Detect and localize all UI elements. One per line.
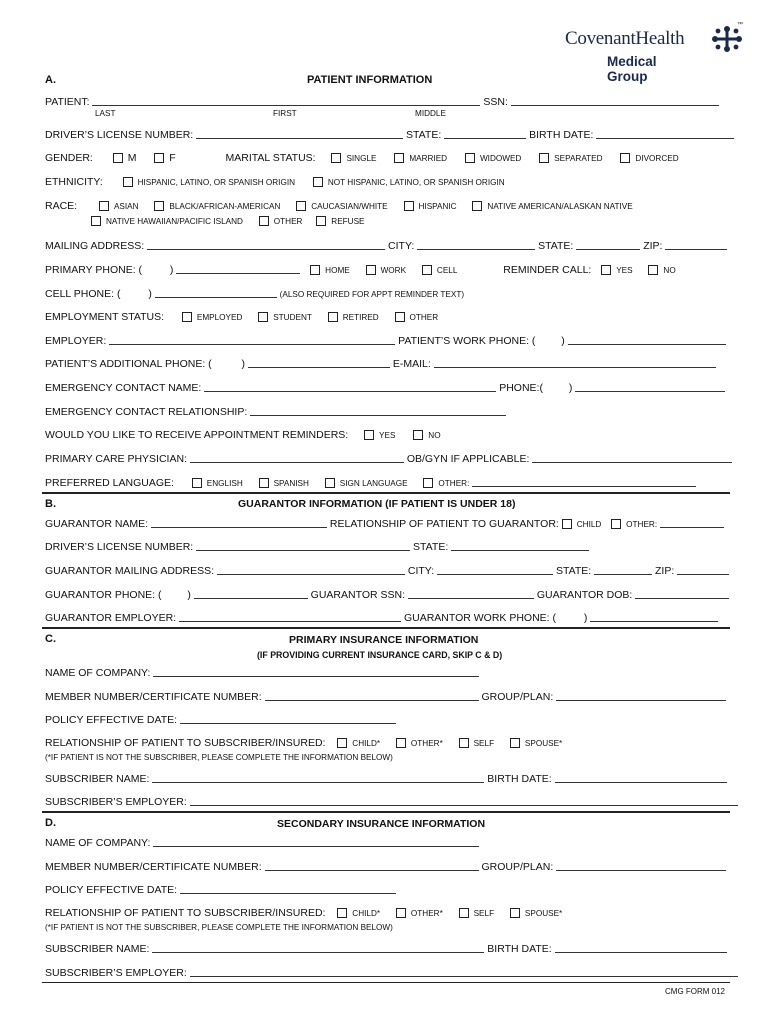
c-self-checkbox[interactable] <box>459 738 469 748</box>
guarantor-employer-field[interactable] <box>179 611 401 622</box>
d-subscriber-row <box>45 942 727 955</box>
employer-label: EMPLOYER: <box>45 335 107 347</box>
section-c-subtitle: (IF PROVIDING CURRENT INSURANCE CARD, SKIP C & D) <box>257 650 503 660</box>
zip-label: ZIP: <box>643 240 663 252</box>
mailing-state-label: STATE: <box>538 240 574 252</box>
d-note: (*IF PATIENT IS NOT THE SUBSCRIBER, PLEASE COMPLETE THE INFORMATION BELOW) <box>45 923 393 932</box>
native-hawaiian-label: NATIVE HAWAIIAN/PACIFIC ISLAND <box>106 217 243 226</box>
asian-label: ASIAN <box>113 202 139 211</box>
gender-m-checkbox[interactable] <box>113 153 123 163</box>
c-child-checkbox[interactable] <box>337 738 347 748</box>
d-birth-label: BIRTH DATE: <box>487 943 552 955</box>
c-sub-employer-row <box>45 795 738 808</box>
language-row <box>45 476 696 490</box>
d-sub-name-label: SUBSCRIBER NAME: <box>45 943 150 955</box>
mailing-field[interactable] <box>147 239 385 250</box>
ethnicity-row <box>45 176 505 189</box>
appt-reminder-yes-label: YES <box>379 431 396 440</box>
d-other-label: OTHER* <box>410 909 443 918</box>
d-company-field[interactable] <box>153 836 479 847</box>
widowed-checkbox[interactable] <box>465 153 475 163</box>
guarantor-city-field[interactable] <box>437 564 553 575</box>
appt-reminder-yes-checkbox[interactable] <box>364 430 374 440</box>
c-group-label: GROUP/PLAN: <box>481 691 554 703</box>
english-checkbox[interactable] <box>192 478 202 488</box>
primary-phone-field[interactable] <box>176 263 300 274</box>
divider-b <box>42 492 730 494</box>
c-member-label: MEMBER NUMBER/CERTIFICATE NUMBER: <box>45 691 262 703</box>
guarantor-mail-state-field[interactable] <box>594 564 652 575</box>
section-b-title: GUARANTOR INFORMATION (IF PATIENT IS UNDER 18) <box>238 498 516 510</box>
native-american-label: NATIVE AMERICAN/ALASKAN NATIVE <box>487 202 633 211</box>
d-sub-employer-row <box>45 966 738 979</box>
employed-checkbox[interactable] <box>182 312 192 322</box>
pcp-label: PRIMARY CARE PHYSICIAN: <box>45 453 187 465</box>
race-row-2 <box>91 215 365 228</box>
race-row <box>45 200 633 213</box>
guarantor-dl-row <box>45 540 589 553</box>
c-member-field[interactable] <box>265 690 479 701</box>
d-rel-row <box>45 907 562 920</box>
refuse-checkbox[interactable] <box>316 216 326 226</box>
primary-phone-label: PRIMARY PHONE: ( <box>45 264 143 276</box>
additional-phone-label: PATIENT’S ADDITIONAL PHONE: ( <box>45 358 212 370</box>
d-other-checkbox[interactable] <box>396 908 406 918</box>
guarantor-dl-field[interactable] <box>196 540 410 551</box>
d-member-row <box>45 860 726 873</box>
c-subscriber-row <box>45 772 727 785</box>
emergency-phone-field[interactable] <box>575 381 725 392</box>
additional-phone-row <box>45 357 716 370</box>
guarantor-name-label: GUARANTOR NAME: <box>45 518 149 530</box>
employment-row <box>45 311 438 324</box>
guarantor-phone-field[interactable] <box>194 588 308 599</box>
c-group-field[interactable] <box>556 690 726 701</box>
c-company-row <box>45 666 479 679</box>
d-effective-label: POLICY EFFECTIVE DATE: <box>45 884 178 896</box>
divider-c <box>42 627 730 629</box>
divorced-checkbox[interactable] <box>620 153 630 163</box>
d-effective-row <box>45 883 396 896</box>
c-spouse-label: SPOUSE* <box>524 739 563 748</box>
reminders-question: WOULD YOU LIKE TO RECEIVE APPOINTMENT REMINDERS: <box>45 429 349 441</box>
guarantor-phone-label: GUARANTOR PHONE: ( <box>45 589 162 601</box>
not-hispanic-checkbox[interactable] <box>313 177 323 187</box>
hispanic-checkbox[interactable] <box>404 201 414 211</box>
physician-row <box>45 452 732 465</box>
also-required-note: (ALSO REQUIRED FOR APPT REMINDER TEXT) <box>279 290 465 299</box>
guarantor-employer-row <box>45 611 718 624</box>
native-hawaiian-checkbox[interactable] <box>91 216 101 226</box>
patient-name-row <box>45 95 719 108</box>
appt-reminder-no-checkbox[interactable] <box>413 430 423 440</box>
d-spouse-label: SPOUSE* <box>524 909 563 918</box>
marital-label: MARITAL STATUS: <box>225 152 316 164</box>
d-member-label: MEMBER NUMBER/CERTIFICATE NUMBER: <box>45 861 262 873</box>
employment-other-label: OTHER <box>409 313 439 322</box>
c-birth-label: BIRTH DATE: <box>487 773 552 785</box>
section-d-title: SECONDARY INSURANCE INFORMATION <box>277 818 486 830</box>
reminders-row <box>45 429 441 442</box>
d-sub-employer-label: SUBSCRIBER’S EMPLOYER: <box>45 967 187 979</box>
sign-language-checkbox[interactable] <box>325 478 335 488</box>
last-label: LAST <box>95 109 116 118</box>
d-self-label: SELF <box>473 909 495 918</box>
city-label: CITY: <box>388 240 415 252</box>
c-note: (*IF PATIENT IS NOT THE SUBSCRIBER, PLEASE COMPLETE THE INFORMATION BELOW) <box>45 753 393 762</box>
reminder-no-checkbox[interactable] <box>648 265 658 275</box>
race-other-checkbox[interactable] <box>259 216 269 226</box>
city-field[interactable] <box>417 239 535 250</box>
black-checkbox[interactable] <box>154 201 164 211</box>
hispanic-label: HISPANIC <box>418 202 457 211</box>
native-american-checkbox[interactable] <box>472 201 482 211</box>
work-label: WORK <box>380 266 407 275</box>
c-company-field[interactable] <box>153 666 479 677</box>
divider-d <box>42 811 730 813</box>
logo-star-icon <box>710 24 744 54</box>
c-rel-row <box>45 737 562 750</box>
caucasian-label: CAUCASIAN/WHITE <box>311 202 388 211</box>
guarantor-other-field[interactable] <box>660 517 724 528</box>
middle-label: MIDDLE <box>415 109 446 118</box>
footer-form-number: CMG FORM 012 <box>665 987 726 996</box>
additional-phone-paren: ) <box>241 358 246 370</box>
logo-trademark: ™ <box>737 22 743 28</box>
guarantor-ssn-label: GUARANTOR SSN: <box>310 589 405 601</box>
guarantor-dob-label: GUARANTOR DOB: <box>536 589 633 601</box>
language-label: PREFERRED LANGUAGE: <box>45 477 174 489</box>
d-company-label: NAME OF COMPANY: <box>45 837 151 849</box>
guarantor-work-phone-label: GUARANTOR WORK PHONE: ( <box>403 612 557 624</box>
dl-label: DRIVER’S LICENSE NUMBER: <box>45 129 194 141</box>
c-sub-employer-field[interactable] <box>190 795 738 806</box>
guarantor-child-checkbox[interactable] <box>562 519 572 529</box>
additional-phone-field[interactable] <box>248 357 390 368</box>
email-field[interactable] <box>434 357 716 368</box>
gender-f-checkbox[interactable] <box>154 153 164 163</box>
emergency-phone-paren: ) <box>568 382 573 394</box>
guarantor-city-label: CITY: <box>407 565 435 577</box>
c-rel-label: RELATIONSHIP OF PATIENT TO SUBSCRIBER/INSURED: <box>45 737 326 749</box>
gender-label: GENDER: <box>45 152 93 164</box>
mailing-state-field[interactable] <box>576 239 640 250</box>
primary-phone-paren: ) <box>169 264 174 276</box>
married-checkbox[interactable] <box>394 153 404 163</box>
section-d-letter: D. <box>45 817 56 829</box>
d-child-checkbox[interactable] <box>337 908 347 918</box>
guarantor-zip-label: ZIP: <box>655 565 675 577</box>
spanish-label: SPANISH <box>273 479 309 488</box>
work-phone-label: PATIENT’S WORK PHONE: ( <box>398 335 536 347</box>
employed-label: EMPLOYED <box>196 313 243 322</box>
obgyn-field[interactable] <box>532 452 732 463</box>
gender-row <box>45 152 679 165</box>
guarantor-ssn-field[interactable] <box>408 588 534 599</box>
emergency-phone-label: PHONE:( <box>499 382 543 394</box>
section-b-letter: B. <box>45 498 56 510</box>
c-company-label: NAME OF COMPANY: <box>45 667 151 679</box>
mailing-label: MAILING ADDRESS: <box>45 240 145 252</box>
appt-reminder-no-label: NO <box>428 431 441 440</box>
employer-row <box>45 334 726 347</box>
emergency-rel-label: EMERGENCY CONTACT RELATIONSHIP: <box>45 406 248 418</box>
c-self-label: SELF <box>473 739 495 748</box>
guarantor-state-label: STATE: <box>413 541 449 553</box>
guarantor-mail-state-label: STATE: <box>555 565 592 577</box>
d-self-checkbox[interactable] <box>459 908 469 918</box>
cell-phone-row <box>45 287 464 301</box>
section-a-title: PATIENT INFORMATION <box>307 74 433 86</box>
d-member-field[interactable] <box>265 860 479 871</box>
state-label: STATE: <box>406 129 442 141</box>
logo-name: CovenantHealth <box>565 28 685 49</box>
section-a-letter: A. <box>45 74 56 86</box>
birth-date-label: BIRTH DATE: <box>529 129 594 141</box>
section-c-letter: C. <box>45 633 56 645</box>
ssn-label: SSN: <box>483 96 508 108</box>
first-label: FIRST <box>273 109 297 118</box>
language-other-checkbox[interactable] <box>423 478 433 488</box>
hispanic-origin-label: HISPANIC, LATINO, OR SPANISH ORIGIN <box>137 178 296 187</box>
caucasian-checkbox[interactable] <box>296 201 306 211</box>
drivers-license-row <box>45 128 734 141</box>
section-c-title: PRIMARY INSURANCE INFORMATION <box>289 634 479 646</box>
zip-field[interactable] <box>665 239 727 250</box>
separated-label: SEPARATED <box>554 154 603 163</box>
gender-f-label: F <box>169 152 176 164</box>
d-group-label: GROUP/PLAN: <box>481 861 554 873</box>
obgyn-label: OB/GYN IF APPLICABLE: <box>406 453 530 465</box>
retired-label: RETIRED <box>342 313 379 322</box>
single-label: SINGLE <box>346 154 377 163</box>
guarantor-name-row <box>45 517 724 531</box>
cell-checkbox[interactable] <box>422 265 432 275</box>
divider-footer <box>42 982 730 983</box>
student-checkbox[interactable] <box>258 312 268 322</box>
not-hispanic-label: NOT HISPANIC, LATINO, OR SPANISH ORIGIN <box>327 178 505 187</box>
emergency-rel-row <box>45 405 506 418</box>
d-spouse-checkbox[interactable] <box>510 908 520 918</box>
guarantor-zip-field[interactable] <box>677 564 729 575</box>
separated-checkbox[interactable] <box>539 153 549 163</box>
language-other-field[interactable] <box>472 476 696 487</box>
guarantor-work-phone-field[interactable] <box>590 611 718 622</box>
guarantor-name-field[interactable] <box>151 517 327 528</box>
black-label: BLACK/AFRICAN-AMERICAN <box>169 202 281 211</box>
c-birth-field[interactable] <box>555 772 727 783</box>
single-checkbox[interactable] <box>331 153 341 163</box>
guarantor-phone-paren: ) <box>187 589 191 601</box>
c-other-checkbox[interactable] <box>396 738 406 748</box>
emergency-name-field[interactable] <box>204 381 496 392</box>
home-label: HOME <box>325 266 350 275</box>
home-checkbox[interactable] <box>310 265 320 275</box>
guarantor-mailing-field[interactable] <box>217 564 405 575</box>
birth-date-field[interactable] <box>596 128 734 139</box>
race-other-label: OTHER <box>273 217 303 226</box>
cell-phone-label: CELL PHONE: ( <box>45 288 121 300</box>
cell-label: CELL <box>436 266 458 275</box>
d-rel-label: RELATIONSHIP OF PATIENT TO SUBSCRIBER/INSURED: <box>45 907 326 919</box>
emergency-rel-field[interactable] <box>250 405 506 416</box>
english-label: ENGLISH <box>206 479 243 488</box>
c-sub-employer-label: SUBSCRIBER’S EMPLOYER: <box>45 796 187 808</box>
c-spouse-checkbox[interactable] <box>510 738 520 748</box>
emergency-name-label: EMERGENCY CONTACT NAME: <box>45 382 202 394</box>
d-birth-field[interactable] <box>555 942 727 953</box>
married-label: MARRIED <box>409 154 448 163</box>
reminder-call-label: REMINDER CALL: <box>503 264 592 276</box>
guarantor-dl-label: DRIVER’S LICENSE NUMBER: <box>45 541 194 553</box>
cell-phone-field[interactable] <box>155 287 277 298</box>
widowed-label: WIDOWED <box>479 154 522 163</box>
race-label: RACE: <box>45 200 78 212</box>
c-other-label: OTHER* <box>410 739 443 748</box>
cell-phone-paren: ) <box>148 288 152 300</box>
gender-m-label: M <box>127 152 137 164</box>
reminder-no-label: NO <box>663 266 676 275</box>
c-child-label: CHILD* <box>352 739 381 748</box>
guarantor-phone-row <box>45 588 729 601</box>
language-other-label: OTHER: <box>438 479 470 488</box>
ethnicity-label: ETHNICITY: <box>45 176 103 188</box>
d-sub-employer-field[interactable] <box>190 966 738 977</box>
guarantor-rel-label: RELATIONSHIP OF PATIENT TO GUARANTOR: <box>329 518 559 530</box>
c-effective-label: POLICY EFFECTIVE DATE: <box>45 714 178 726</box>
mailing-address-row <box>45 239 727 252</box>
student-label: STUDENT <box>273 313 312 322</box>
sign-language-label: SIGN LANGUAGE <box>339 479 408 488</box>
ssn-field[interactable] <box>511 95 719 106</box>
spanish-checkbox[interactable] <box>259 478 269 488</box>
dl-field[interactable] <box>196 128 403 139</box>
c-member-row <box>45 690 726 703</box>
guarantor-dob-field[interactable] <box>635 588 729 599</box>
primary-phone-row <box>45 263 676 277</box>
patient-label: PATIENT: <box>45 96 90 108</box>
logo-subtitle: Medical Group <box>607 54 657 84</box>
guarantor-other-label: OTHER: <box>626 520 658 529</box>
patient-name-field[interactable] <box>92 95 480 106</box>
email-label: E-MAIL: <box>392 358 431 370</box>
work-phone-paren: ) <box>561 335 565 347</box>
d-sub-name-field[interactable] <box>152 942 484 953</box>
state-field[interactable] <box>444 128 526 139</box>
guarantor-child-label: CHILD <box>576 520 602 529</box>
d-effective-field[interactable] <box>180 883 396 894</box>
pcp-field[interactable] <box>190 452 404 463</box>
divorced-label: DIVORCED <box>635 154 679 163</box>
reminder-yes-label: YES <box>616 266 633 275</box>
guarantor-mailing-row <box>45 564 729 577</box>
retired-checkbox[interactable] <box>328 312 338 322</box>
c-effective-field[interactable] <box>180 713 396 724</box>
c-effective-row <box>45 713 396 726</box>
guarantor-state-field[interactable] <box>451 540 589 551</box>
guarantor-work-phone-paren: ) <box>583 612 588 624</box>
emergency-name-row <box>45 381 725 394</box>
guarantor-employer-label: GUARANTOR EMPLOYER: <box>45 612 177 624</box>
reminder-yes-checkbox[interactable] <box>601 265 611 275</box>
d-child-label: CHILD* <box>352 909 381 918</box>
work-phone-field[interactable] <box>568 334 726 345</box>
work-checkbox[interactable] <box>366 265 376 275</box>
d-group-field[interactable] <box>556 860 726 871</box>
guarantor-other-checkbox[interactable] <box>611 519 621 529</box>
employment-other-checkbox[interactable] <box>395 312 405 322</box>
employment-label: EMPLOYMENT STATUS: <box>45 311 165 323</box>
c-sub-name-label: SUBSCRIBER NAME: <box>45 773 150 785</box>
guarantor-mailing-label: GUARANTOR MAILING ADDRESS: <box>45 565 215 577</box>
hispanic-origin-checkbox[interactable] <box>123 177 133 187</box>
d-company-row <box>45 836 479 849</box>
c-sub-name-field[interactable] <box>152 772 484 783</box>
refuse-label: REFUSE <box>331 217 365 226</box>
logo <box>565 22 743 84</box>
asian-checkbox[interactable] <box>99 201 109 211</box>
employer-field[interactable] <box>109 334 395 345</box>
